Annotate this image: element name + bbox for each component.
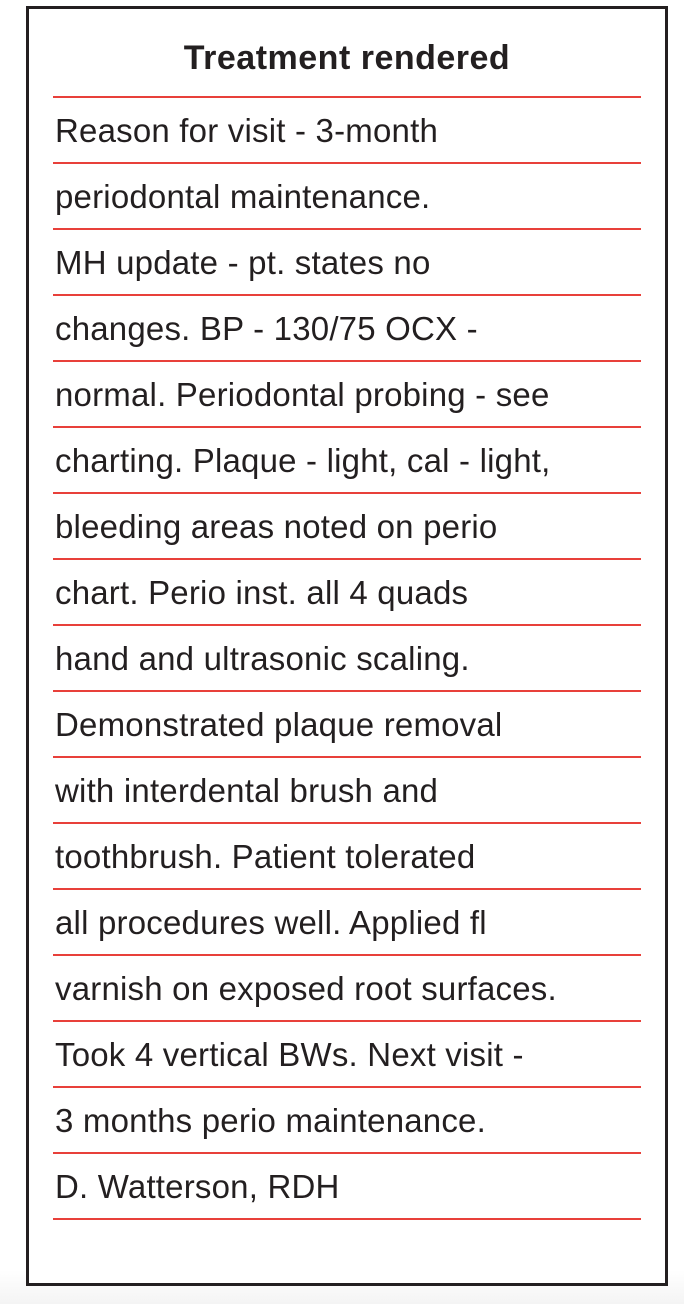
treatment-note-card [26, 6, 668, 1286]
note-line: bleeding areas noted on perio [53, 494, 641, 560]
note-lines [53, 96, 641, 1220]
note-line: charting. Plaque - light, cal - light, [53, 428, 641, 494]
note-line: periodontal maintenance. [53, 164, 641, 230]
note-line: chart. Perio inst. all 4 quads [53, 560, 641, 626]
note-line: hand and ultrasonic scaling. [53, 626, 641, 692]
note-line: Took 4 vertical BWs. Next visit - [53, 1022, 641, 1088]
note-line: 3 months perio maintenance. [53, 1088, 641, 1154]
signature-line: D. Watterson, RDH [53, 1154, 641, 1220]
note-line: varnish on exposed root surfaces. [53, 956, 641, 1022]
note-line: Demonstrated plaque removal [53, 692, 641, 758]
note-line: changes. BP - 130/75 OCX - [53, 296, 641, 362]
note-line: all procedures well. Applied fl [53, 890, 641, 956]
note-line: toothbrush. Patient tolerated [53, 824, 641, 890]
note-line: with interdental brush and [53, 758, 641, 824]
note-line: normal. Periodontal probing - see [53, 362, 641, 428]
note-line: Reason for visit - 3-month [53, 98, 641, 164]
note-line: MH update - pt. states no [53, 230, 641, 296]
card-title: Treatment rendered [183, 39, 511, 77]
